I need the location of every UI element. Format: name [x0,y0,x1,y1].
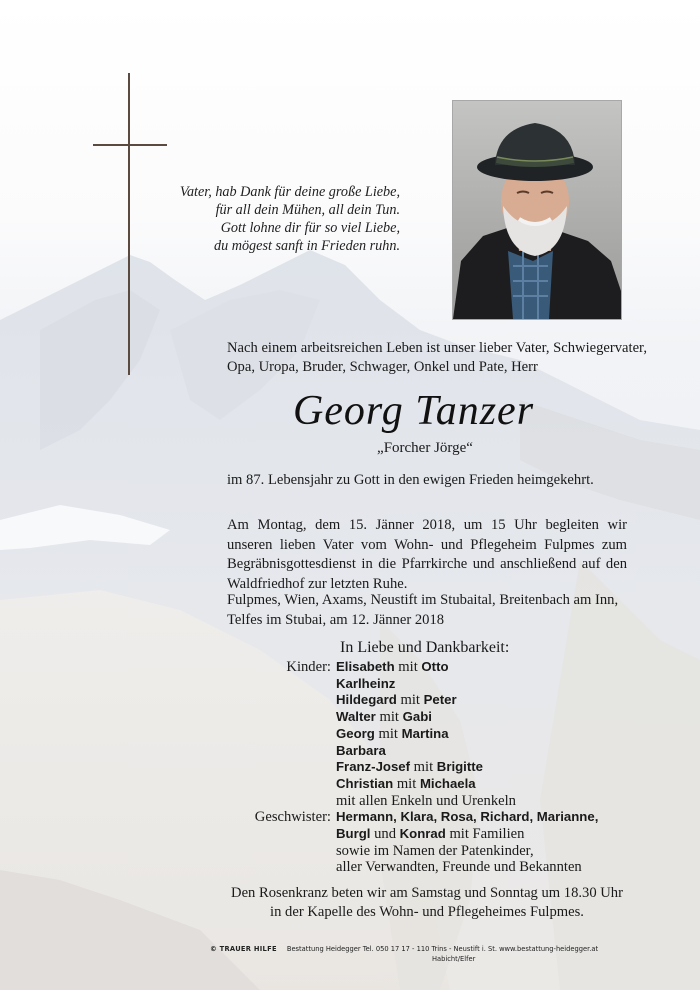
godchildren-text: sowie im Namen der Patenkinder, [336,842,534,859]
mourners-list [160,659,630,876]
children-row [160,709,630,726]
child-entry: Barbara [336,742,386,758]
verse-line: Vater, hab Dank für deine große Liebe, [179,184,400,200]
cross-vertical-bar [128,73,130,375]
footer [210,944,650,964]
memorial-verse [160,183,400,255]
deceased-nickname: „Forcher Jörge“ [377,440,473,456]
children-label: Kinder: [286,659,331,675]
children-row [160,692,630,709]
funeral-line: Begräbnisgottesdienst in die Pfarrkirche und anschließend auf den [227,556,627,572]
verse-line: du mögest sanft in Frieden ruhn. [213,238,400,254]
godchildren-row [160,843,630,860]
place-date-paragraph [227,591,627,630]
footer-line: Habicht/Elfer [432,955,476,963]
trauer-hilfe-logo: © TRAUER HILFE [210,945,277,953]
funeral-line: Waldfriedhof zur letzten Ruhe. [227,575,408,592]
funeral-line: Am Montag, dem 15. Jänner 2018, um 15 Uhr begleiten wir [227,517,627,533]
intro-line: Nach einem arbeitsreichen Leben ist unser lieber Vater, Schwiegervater, [227,340,647,356]
relatives-text: aller Verwandten, Freunde und Bekannten [336,859,582,876]
child-entry: Hildegard mit Peter [336,692,457,709]
siblings-entry: Burgl und Konrad mit Familien [336,826,525,843]
rosary-line: in der Kapelle des Wohn- und Pflegeheimes Fulpmes. [270,904,584,920]
intro-line: Opa, Uropa, Bruder, Schwager, Onkel und Pate, Herr [227,359,538,375]
age-line: im 87. Lebensjahr zu Gott in den ewigen Frieden heimgekehrt. [227,472,594,488]
place-date-line: Telfes im Stubai, am 12. Jänner 2018 [227,611,445,628]
relatives-row [160,859,630,876]
siblings-row [160,809,630,826]
place-date-line: Fulpmes, Wien, Axams, Neustift im Stubaital, Breitenbach am Inn, [227,592,619,608]
footer-line [210,944,650,954]
child-entry: Christian mit Michaela [336,775,476,792]
funeral-line: unseren lieben Vater vom Wohn- und Pflegeheim Fulpmes zum [227,536,627,553]
children-row [160,676,630,693]
siblings-row [160,826,630,843]
mourners-heading: In Liebe und Dankbarkeit: [340,639,510,656]
children-row [160,659,630,676]
portrait-photo [452,100,622,320]
grandchildren-text: mit allen Enkeln und Urenkeln [336,792,516,809]
grandchildren-row [160,793,630,810]
intro-text [227,339,647,377]
rosary-notice [227,884,627,922]
child-entry: Franz-Josef mit Brigitte [336,759,483,776]
deceased-name: Georg Tanzer [292,388,535,434]
children-row [160,743,630,760]
children-row [160,776,630,793]
children-row [160,759,630,776]
footer-contact: Bestattung Heidegger Tel. 050 17 17 - 110 Trins - Neustift i. St. www.bestattung-heidegger.at [286,945,599,953]
child-entry: Elisabeth mit Otto [336,659,449,675]
child-entry: Walter mit Gabi [336,709,432,726]
age-paragraph [227,471,627,491]
rosary-line: Den Rosenkranz beten wir am Samstag und Sonntag um 18.30 Uhr [231,885,623,901]
siblings-entry: Hermann, Klara, Rosa, Richard, Marianne, [336,809,599,825]
child-entry: Georg mit Martina [336,725,449,742]
verse-line: Gott lohne dir für so viel Liebe, [220,220,400,236]
children-row [160,726,630,743]
verse-line: für all dein Mühen, all dein Tun. [215,202,400,218]
child-entry: Karlheinz [336,675,396,691]
cross-horizontal-bar [93,144,167,146]
siblings-label: Geschwister: [254,809,331,826]
funeral-paragraph [227,516,627,594]
